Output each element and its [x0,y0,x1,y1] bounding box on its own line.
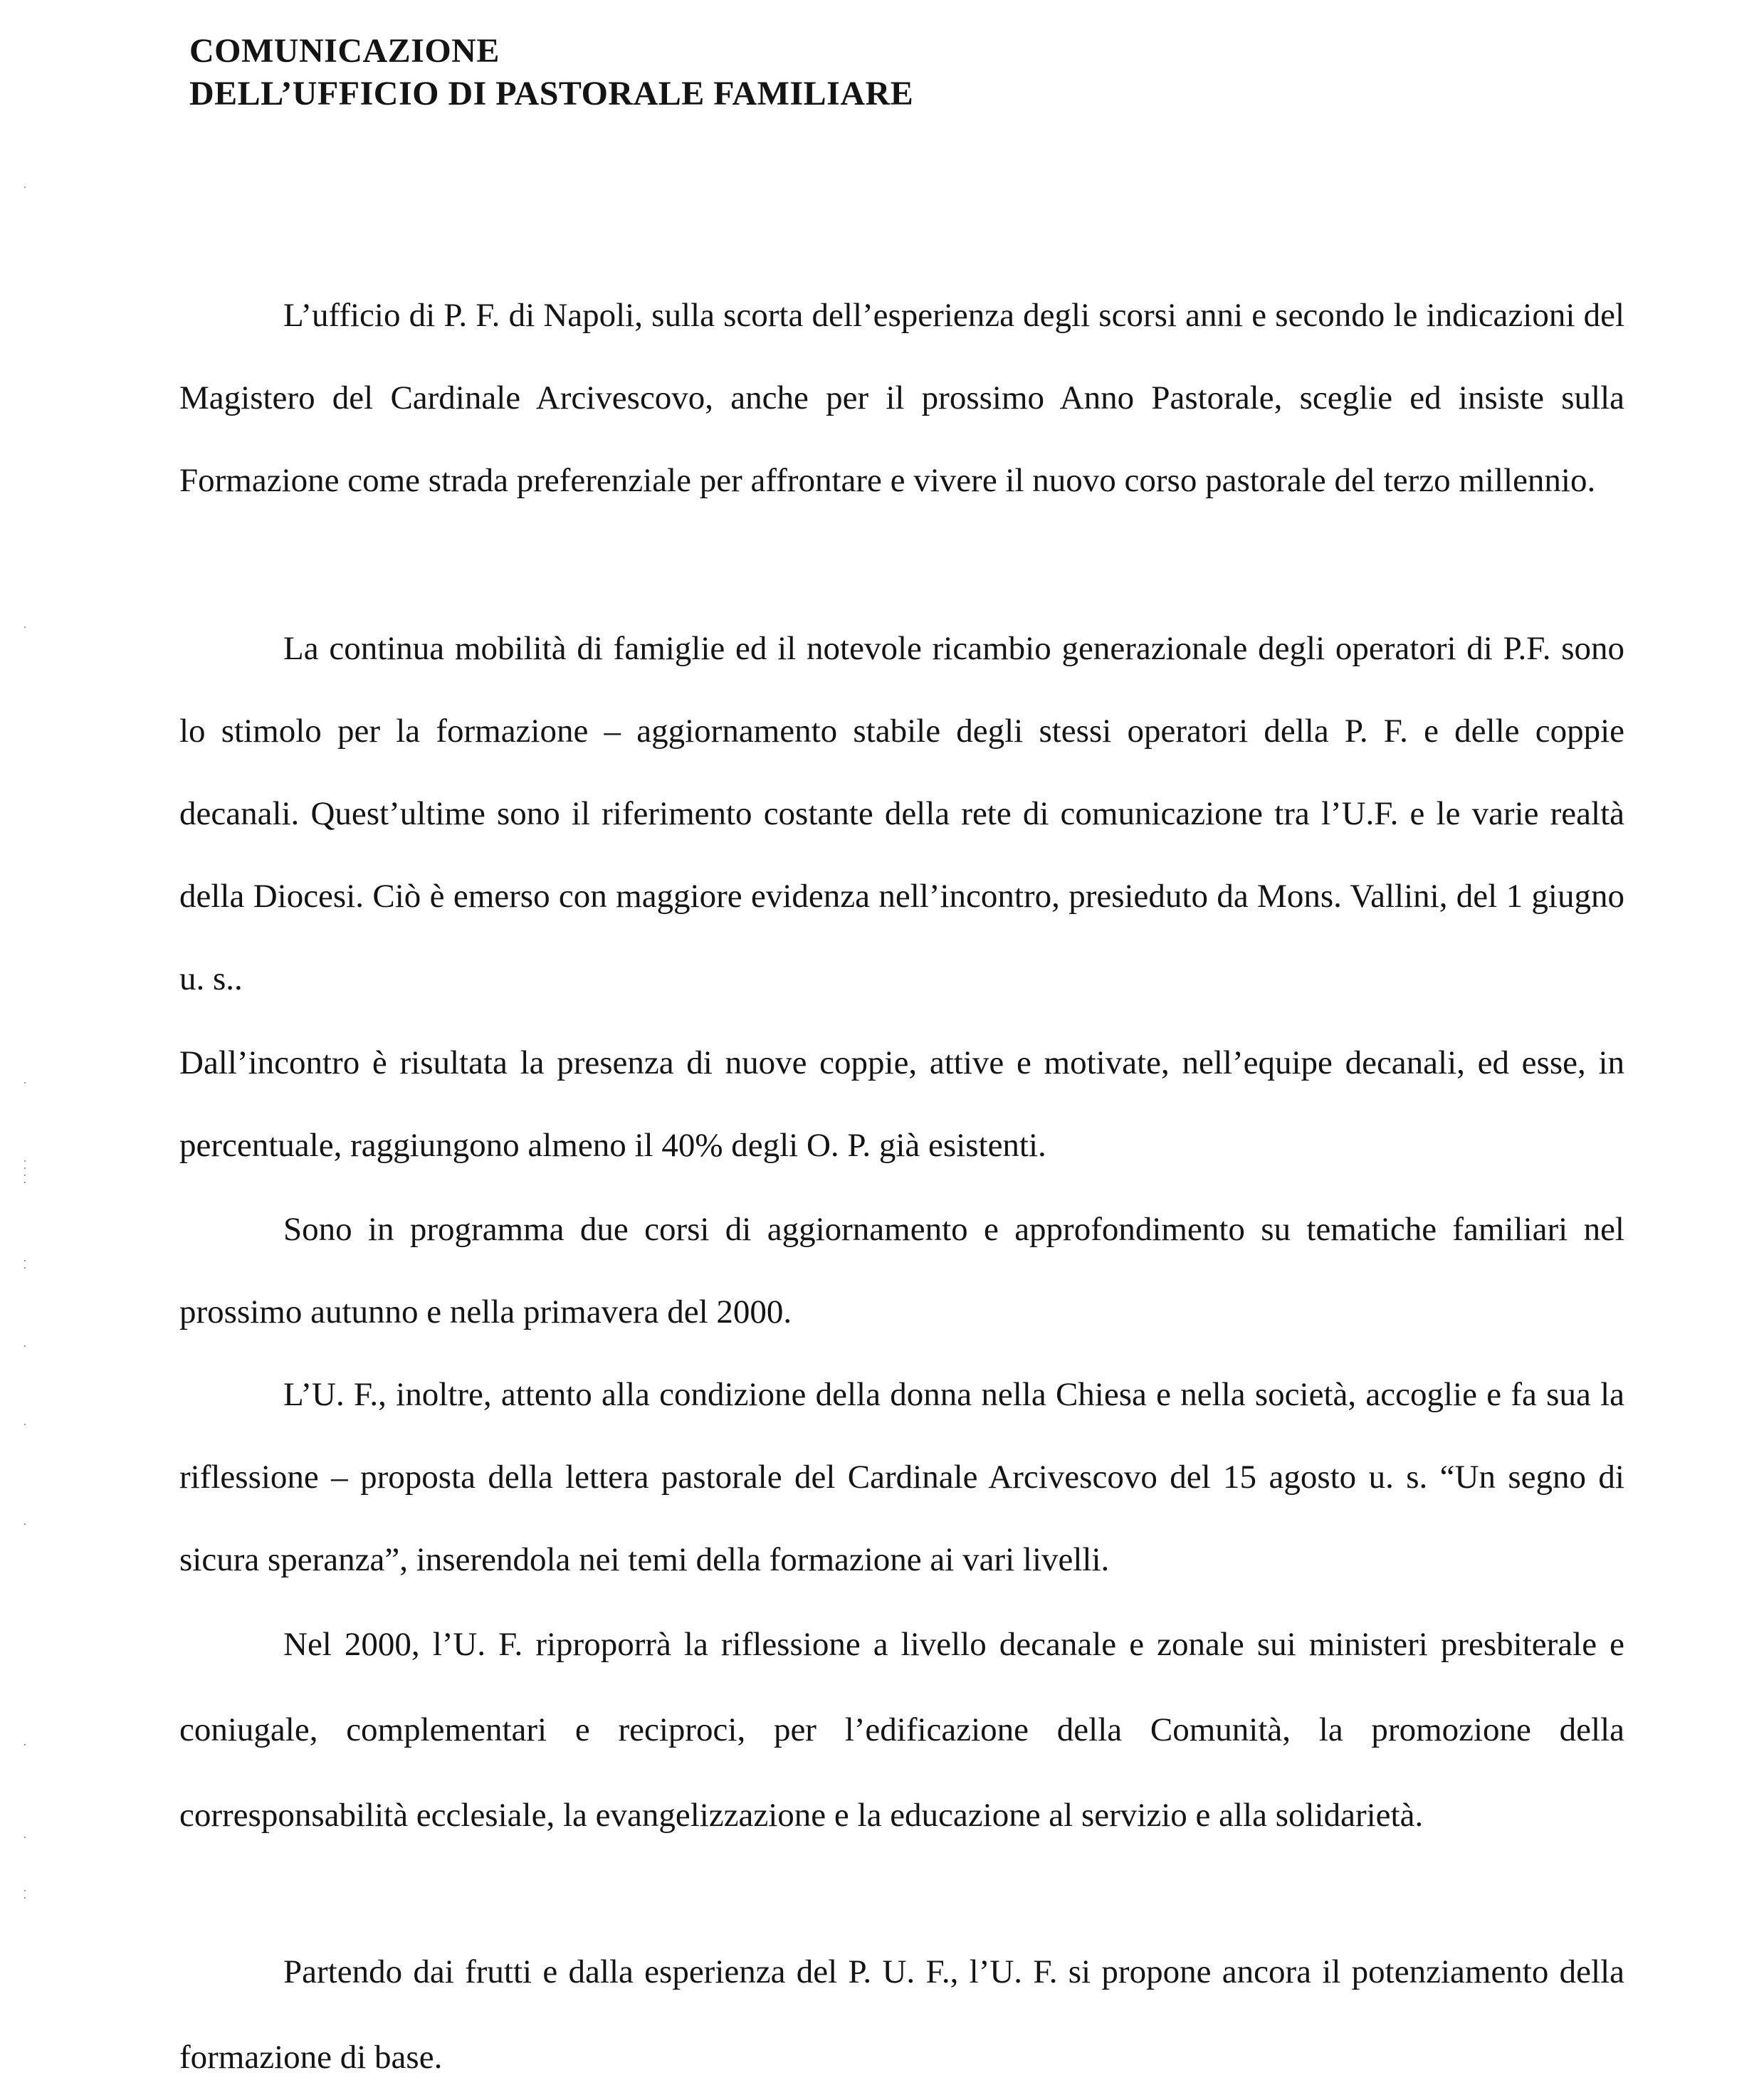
scan-dot [24,626,26,628]
paragraph-text: Sono in programma due corsi di aggiornamento e approfondimento su tematiche familiari nel prossimo autunno e nella primavera del 2000. [179,1211,1624,1330]
body-paragraph [179,1353,1624,1601]
heading-line-1: COMUNICAZIONE [189,32,500,70]
scan-dot [24,1267,26,1269]
scan-dot [24,1167,26,1169]
paragraph-text: Partendo dai frutti e dalla esperienza del P. U. F., l’U. F. si propone ancora il potenziamento della formazione di base. [179,1953,1624,2076]
heading-line-2: DELL’UFFICIO DI PASTORALE FAMILIARE [189,75,914,112]
scan-dot [24,1345,26,1347]
scan-dot [24,1744,26,1745]
body-paragraph [179,274,1624,522]
scan-dot [24,1160,26,1162]
paragraph-text: Dall’incontro è risultata la presenza di nuove coppie, attive e motivate, nell’equipe decanali, ed esse, in percentuale, raggiungono almeno il 40% degli O. P. già esistenti. [179,1044,1624,1164]
scan-dot [24,1175,26,1176]
paragraph-text: L’ufficio di P. F. di Napoli, sulla scorta dell’esperienza degli scorsi anni e secondo le indicazioni del Magistero del Cardinale Arcivescovo, anche per il prossimo Anno Pastorale, sceglie ed insiste sulla Formazione come strada preferenziale per affrontare e vivere il nuovo corso pastorale del terzo millennio. [179,297,1624,499]
scan-dot [24,1082,26,1083]
scan-dot [24,1424,26,1425]
paragraph-text: La continua mobilità di famiglie ed il notevole ricambio generazionale degli operatori di P.F. sono lo stimolo per la formazione – aggiornamento stabile degli stessi operatori della P. F. e delle coppie decanali. Quest’ultime sono il riferimento costante della rete di comunicazione tra l’U.F. e le varie realtà della Diocesi. Ciò è emerso con maggiore evidenza nell’incontro, presieduto da Mons. Vallini, del 1 giugno u. s.. [179,630,1624,997]
paragraph-text: Nel 2000, l’U. F. riproporrà la riflessione a livello decanale e zonale sui ministeri presbiterale e coniugale, complementari e reciproci, per l’edificazione della Comunità, la promozione della corresponsabilità ecclesiale, la evangelizzazione e la educazione al servizio e alla solidarietà. [179,1626,1624,1834]
scan-dot [24,1260,26,1261]
document-heading [189,30,913,115]
scan-dot [24,1890,26,1891]
paragraph-text: L’U. F., inoltre, attento alla condizione della donna nella Chiesa e nella società, accoglie e fa sua la riflessione – proposta della lettera pastorale del Cardinale Arcivescovo del 15 agosto u. s. “Un segno di sicura speranza”, inserendola nei temi della formazione ai vari livelli. [179,1376,1624,1578]
body-paragraph [179,1602,1624,1858]
scan-dot [24,1523,26,1525]
scan-dot [24,187,26,188]
body-paragraph [179,1188,1624,1353]
scan-dot [24,1837,26,1838]
scan-dot [24,1897,26,1899]
body-paragraph [179,607,1624,1020]
scan-dot [24,1182,26,1183]
scan-margin-marks [21,0,28,2069]
body-paragraph [179,1929,1624,2100]
body-paragraph [179,1022,1624,1187]
